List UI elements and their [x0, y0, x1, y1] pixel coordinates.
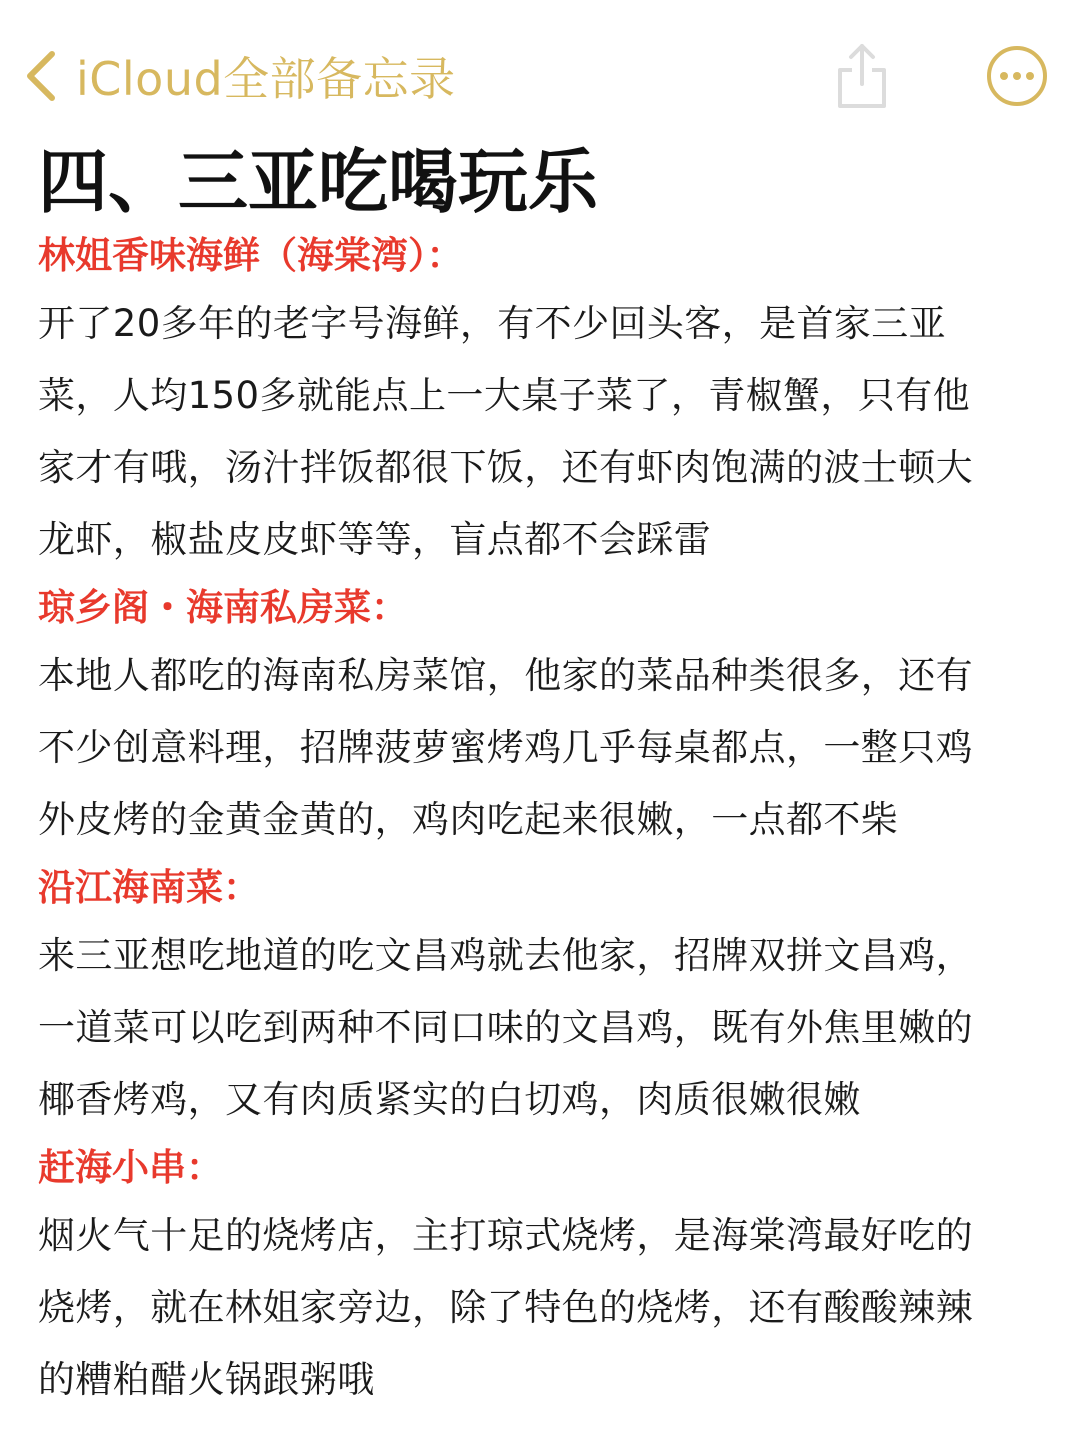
body-line: 的糟粕醋火锅跟粥哦	[38, 1358, 375, 1401]
body-line: 龙虾，椒盐皮皮虾等等，盲点都不会踩雷	[38, 518, 712, 561]
body-line: 烧烤，就在林姐家旁边，除了特色的烧烤，还有酸酸辣辣	[38, 1286, 973, 1329]
note-content[interactable]	[38, 140, 1048, 1416]
section-body	[38, 920, 1048, 1136]
navigation-bar	[0, 0, 1080, 140]
body-line: 开了20多年的老字号海鲜，有不少回头客，是首家三亚	[38, 302, 947, 345]
share-icon	[832, 40, 892, 112]
note-section	[38, 576, 1048, 856]
body-line: 菜，人均150多就能点上一大桌子菜了，青椒蟹，只有他	[38, 374, 971, 417]
chevron-left-icon	[22, 48, 58, 104]
body-line: 一道菜可以吃到两种不同口味的文昌鸡，既有外焦里嫩的	[38, 1006, 973, 1049]
section-heading: 沿江海南菜：	[38, 866, 260, 909]
section-heading: 琼乡阁・海南私房菜：	[38, 586, 408, 629]
note-section	[38, 224, 1048, 576]
section-body	[38, 640, 1048, 856]
back-label: iCloud全部备忘录	[76, 52, 456, 106]
section-heading: 林姐香味海鲜（海棠湾）：	[38, 234, 464, 277]
more-button[interactable]	[985, 44, 1049, 108]
more-icon	[985, 44, 1049, 108]
note-section	[38, 1136, 1048, 1416]
body-line: 不少创意料理，招牌菠萝蜜烤鸡几乎每桌都点，一整只鸡	[38, 726, 973, 769]
section-heading: 赶海小串：	[38, 1146, 223, 1189]
body-line: 本地人都吃的海南私房菜馆，他家的菜品种类很多，还有	[38, 654, 973, 697]
back-button[interactable]	[22, 40, 456, 112]
body-line: 外皮烤的金黄金黄的，鸡肉吃起来很嫩，一点都不柴	[38, 798, 899, 841]
body-line: 椰香烤鸡，又有肉质紧实的白切鸡，肉质很嫩很嫩	[38, 1078, 861, 1121]
share-button[interactable]	[832, 40, 892, 112]
body-line: 家才有哦，汤汁拌饭都很下饭，还有虾肉饱满的波士顿大	[38, 446, 973, 489]
note-title: 四、三亚吃喝玩乐	[38, 141, 598, 223]
body-line: 烟火气十足的烧烤店，主打琼式烧烤，是海棠湾最好吃的	[38, 1214, 973, 1257]
section-body	[38, 1200, 1048, 1416]
body-line: 来三亚想吃地道的吃文昌鸡就去他家，招牌双拼文昌鸡，	[38, 934, 973, 977]
section-body	[38, 288, 1048, 576]
note-section	[38, 856, 1048, 1136]
